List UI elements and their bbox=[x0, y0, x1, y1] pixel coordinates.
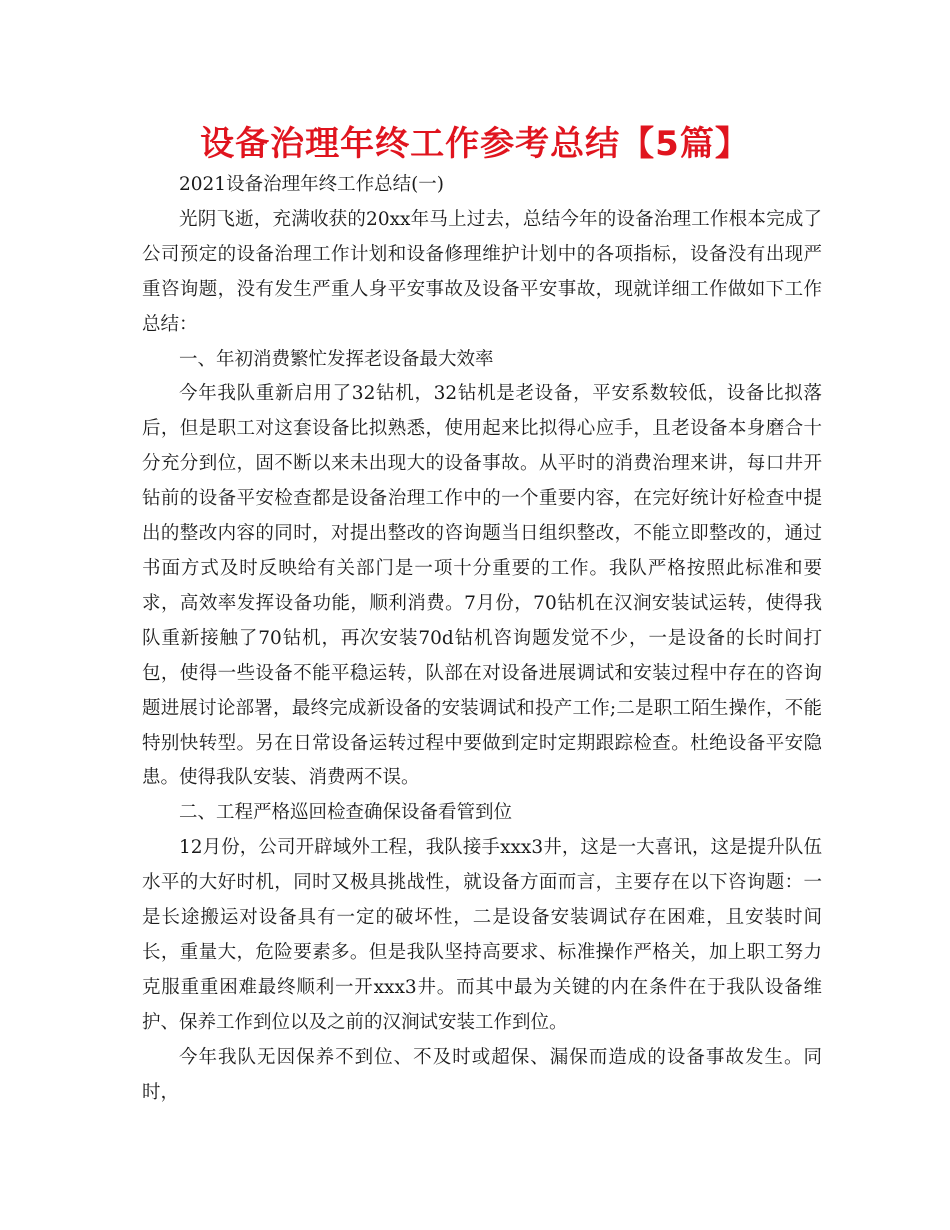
section-heading: 一、年初消费繁忙发挥老设备最大效率 bbox=[179, 348, 494, 370]
paragraph: 12月份，公司开辟域外工程，我队接手xxx3井，这是一大喜讯，这是提升队伍水平的大好时机，同时又极具挑战性，就设备方面而言，主要存在以下咨询题：一是长途搬运对设备具有一定的破坏性，二是设备安装调试存在困难，且安装时间长，重量大，危险要素多。但是我队坚持高要求、标准操作严格关，加上职工努力克服重重困难最终顺利一开xxx3井。而其中最为关键的内在条件在于我队设备维护、保养工作到位以及之前的汉涧试安装工作到位。 bbox=[142, 837, 822, 1033]
paragraph: 今年我队无因保养不到位、不及时或超保、漏保而造成的设备事故发生。同时， bbox=[142, 1046, 822, 1103]
document-title: 设备治理年终工作参考总结【5篇】 bbox=[200, 124, 750, 164]
section-heading: 二、工程严格巡回检查确保设备看管到位 bbox=[179, 802, 513, 824]
section-heading: 2021设备治理年终工作总结(一) bbox=[179, 174, 445, 195]
paragraph: 光阴飞逝，充满收获的20xx年马上过去，总结今年的设备治理工作根本完成了公司预定的设备治理工作计划和设备修理维护计划中的各项指标，设备没有出现严重咨询题，没有发生严重人身平安事故及设备平安事故，现就详细工作做如下工作总结： bbox=[142, 208, 822, 335]
paragraph: 今年我队重新启用了32钻机，32钻机是老设备，平安系数较低，设备比拟落后，但是职工对这套设备比拟熟悉，使用起来比拟得心应手，且老设备本身磨合十分充分到位，固不断以来未出现大的设备事故。从平时的消费治理来讲，每口井开钻前的设备平安检查都是设备治理工作中的一个重要内容，在完好统计好检查中提出的整改内容的同时，对提出整改的咨询题当日组织整改，不能立即整改的，通过书面方式及时反映给有关部门是一项十分重要的工作。我队严格按照此标准和要求，高效率发挥设备功能，顺利消费。7月份，70钻机在汉涧安装试运转，使得我队重新接触了70钻机，再次安装70d钻机咨询题发觉不少，一是设备的长时间打包，使得一些设备不能平稳运转，队部在对设备进展调试和安装过程中存在的咨询题进展讨论部署，最终完成新设备的安装调试和投产工作;二是职工陌生操作，不能特别快转型。另在日常设备运转过程中要做到定时定期跟踪检查。杜绝设备平安隐患。使得我队安装、消费两不误。 bbox=[142, 383, 822, 789]
document-body bbox=[142, 168, 822, 1110]
